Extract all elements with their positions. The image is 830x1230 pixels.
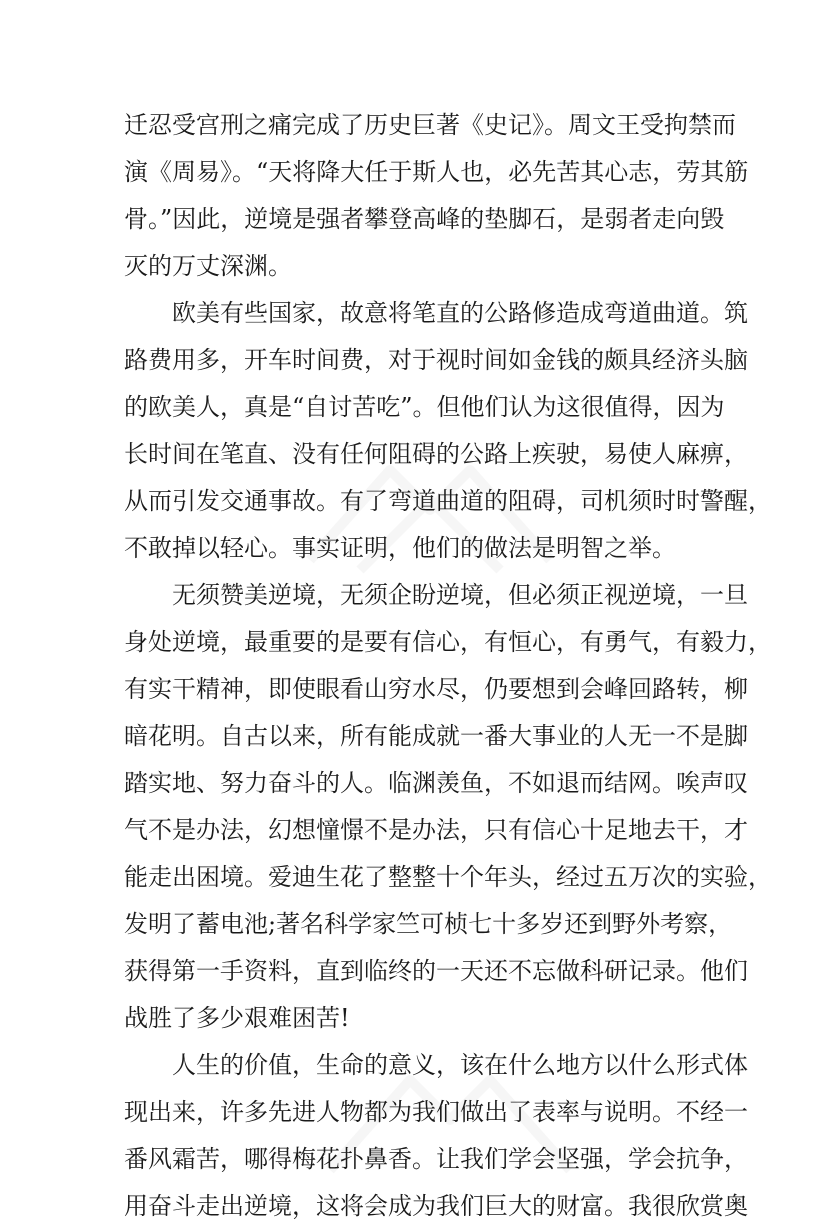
text-line: 现出来，许多先进人物都为我们做出了表率与说明。不经一 — [124, 1098, 748, 1126]
text-line: 获得第一手资料，直到临终的一天还不忘做科研记录。他们 — [124, 957, 748, 985]
text-line: 能走出困境。爱迪生花了整整十个年头，经过五万次的实验， — [124, 863, 772, 891]
text-line: 用奋斗走出逆境，这将会成为我们巨大的财富。我很欣赏奥 — [124, 1192, 748, 1220]
text-line: 骨。”因此，逆境是强者攀登高峰的垫脚石，是弱者走向毁 — [124, 205, 725, 233]
text-line: 有实干精神，即使眼看山穷水尽，仍要想到会峰回路转，柳 — [124, 675, 748, 703]
text-line: 暗花明。自古以来，所有能成就一番大事业的人无一不是脚 — [124, 722, 748, 750]
essay-body — [124, 102, 772, 1230]
text-line: 不敢掉以轻心。事实证明，他们的做法是明智之举。 — [124, 534, 676, 562]
text-line: 路费用多，开车时间费，对于视时间如金钱的颇具经济头脑 — [124, 346, 748, 374]
text-line: 欧美有些国家，故意将笔直的公路修造成弯道曲道。筑 — [172, 299, 748, 327]
text-line: 迁忍受宫刑之痛完成了历史巨著《史记》。周文王受拘禁而 — [124, 111, 736, 139]
text-line: 踏实地、努力奋斗的人。临渊羡鱼，不如退而结网。唉声叹 — [124, 769, 748, 797]
text-line: 无须赞美逆境，无须企盼逆境，但必须正视逆境，一旦 — [172, 581, 748, 609]
text-line: 的欧美人，真是“自讨苦吃”。但他们认为这很值得，因为 — [124, 393, 725, 421]
text-line: 气不是办法，幻想憧憬不是办法，只有信心十足地去干，才 — [124, 816, 748, 844]
text-line: 战胜了多少艰难困苦! — [124, 1004, 350, 1032]
text-line: 发明了蓄电池;著名科学家竺可桢七十多岁还到野外考察， — [124, 910, 733, 938]
text-line: 人生的价值，生命的意义，该在什么地方以什么形式体 — [172, 1051, 748, 1079]
text-line: 演《周易》。“天将降大任于斯人也，必先苦其心志，劳其筋 — [124, 158, 749, 186]
text-line: 番风霜苦，哪得梅花扑鼻香。让我们学会坚强，学会抗争， — [124, 1145, 748, 1173]
text-line: 灭的万丈深渊。 — [124, 252, 292, 280]
text-line: 长时间在笔直、没有任何阻碍的公路上疾驶，易使人麻痹， — [124, 440, 748, 468]
text-line: 身处逆境，最重要的是要有信心，有恒心，有勇气，有毅力， — [124, 628, 772, 656]
text-line: 从而引发交通事故。有了弯道曲道的阻碍，司机须时时警醒， — [124, 487, 772, 515]
